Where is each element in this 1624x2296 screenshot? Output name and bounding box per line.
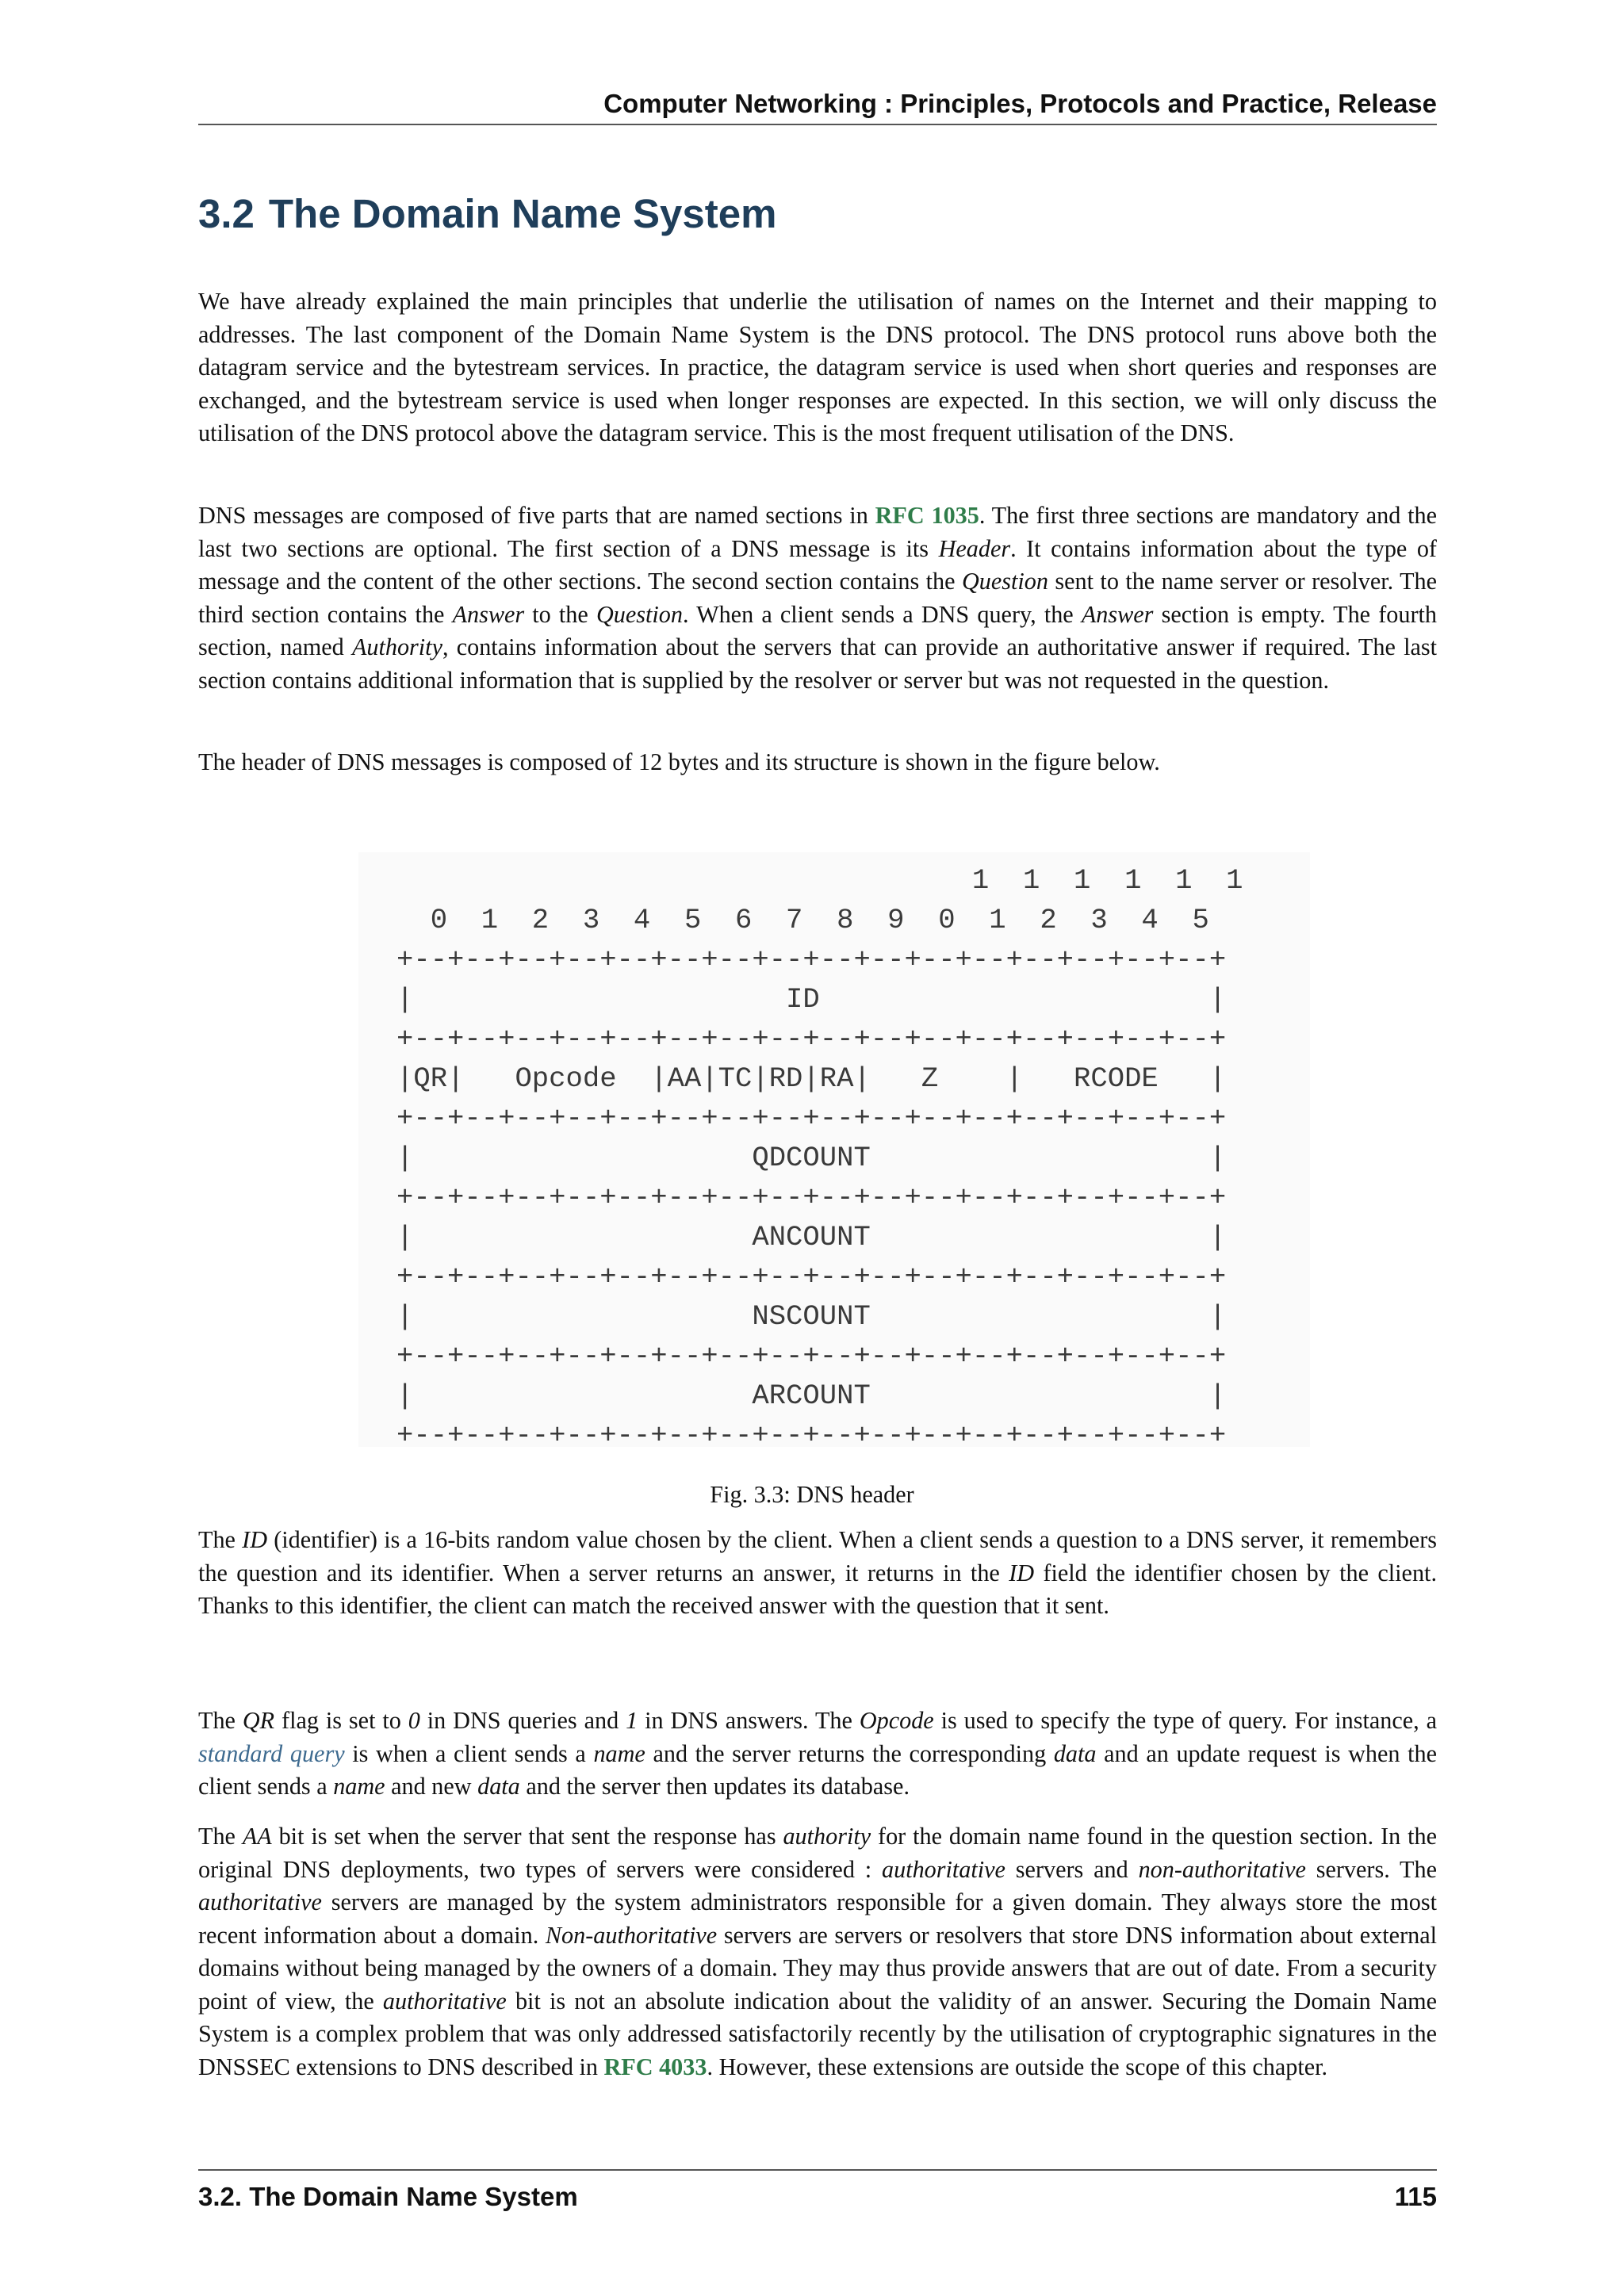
section-title-text: The Domain Name System xyxy=(268,191,777,236)
figure-caption: Fig. 3.3: DNS header xyxy=(710,1481,914,1508)
paragraph-header-intro: The header of DNS messages is composed of 12 bytes and its structure is shown in the figure below. xyxy=(198,748,1160,775)
standard-query-link[interactable]: standard query xyxy=(198,1739,345,1767)
paragraph-sections: DNS messages are composed of five parts that are named sections in RFC 1035. The first three sections are mandatory and the last two sections are optional. The first section of a DNS message is its Header. It contains information about the type of message and the content of the other sections. The second section contains the Question sent to the name server or resolver. The third section contains the Answer to the Question. When a client sends a DNS query, the Answer section is empty. The fourth section, named Authority, contains information about the servers that can provide an authoritative answer if required. The last section contains additional information that is supplied by the resolver or server but was not requested in the question. xyxy=(198,502,1438,694)
footer-section: 3.2. The Domain Name System xyxy=(198,2182,578,2211)
paragraph-id: The ID (identifier) is a 16-bits random value chosen by the client. When a client sends a question to a DNS server, it remembers the question and its identifier. When a server returns an answer, it returns in the ID field the identifier chosen by the client. Thanks to this identifier, the client can match the received answer with the question that it sent. xyxy=(198,1526,1437,1619)
page-footer xyxy=(198,2169,1437,2212)
section-number: 3.2 xyxy=(198,191,255,236)
rfc-1035-link[interactable]: RFC 1035 xyxy=(875,502,979,529)
page-number: 115 xyxy=(1394,2182,1437,2211)
paragraph-intro: We have already explained the main principles that underlie the utilisation of names on the Internet and their mapping to addresses. The last component of the Domain Name System is the DNS protocol. The DNS protocol runs above both the datagram service and the bytestream services. In practice, the datagram service is used when short queries and responses are exchanged, and the bytestream service is used when longer responses are expected. In this section, we will only discuss the utilisation of the DNS protocol above the datagram service. This is the most frequent utilisation of the DNS. xyxy=(198,288,1437,446)
dns-header-diagram: 1 1 1 1 1 1 0 1 2 3 4 5 6 7 8 9 0 1 2 3 4 5 +--+--+--+--+--+--+--+--+--+--+--+--+--+--+--+--+ | ID | +--+--+--+--+--+--+--+--+--+--+--+--+--+--+--+--+ |QR| Opcode |AA|TC|RD|RA| Z | RCODE | +--+--+--+--+--+--+--+--+--+--+--+--+--+--+--+--+ | QDCOUNT | +--+--+--+--+--+--+--+--+--+--+--+--+--+--+--+--+ | ANCOUNT | +--+--+--+--+--+--+--+--+--+--+--+--+--+--+--+--+ | NSCOUNT | +--+--+--+--+--+--+--+--+--+--+--+--+--+--+--+--+ | ARCOUNT | +--+--+--+--+--+--+--+--+--+--+--+--+--+--+--+--+ xyxy=(396,864,1243,1452)
section-title xyxy=(198,190,776,237)
paragraph-aa: The AA bit is set when the server that sent the response has authority for the domain name found in the question section. In the original DNS deployments, two types of servers were considered : authoritative servers and non-authoritative servers. The authoritative servers are managed by the system administrators responsible for a given domain. They always store the most recent information about a domain. Non-authoritative servers are servers or resolvers that store DNS information about external domains without being managed by the owners of a domain. They may thus provide answers that are out of date. From a security point of view, the authoritative bit is not an absolute indication about the validity of an answer. Securing the Domain Name System is a complex problem that was only addressed satisfactorily recently by the utilisation of cryptographic signatures in the DNSSEC extensions to DNS described in RFC 4033. However, these extensions are outside the scope of this chapter. xyxy=(198,1823,1438,2080)
paragraph-qr-opcode: The QR flag is set to 0 in DNS queries and 1 in DNS answers. The Opcode is used to specify the type of query. For instance, a standard query is when a client sends a name and the server returns the corresponding data and an update request is when the client sends a name and new data and the server then updates its database. xyxy=(198,1707,1438,1800)
running-header: Computer Networking : Principles, Protocols and Practice, Release xyxy=(198,89,1437,125)
rfc-4033-link[interactable]: RFC 4033 xyxy=(603,2053,707,2080)
